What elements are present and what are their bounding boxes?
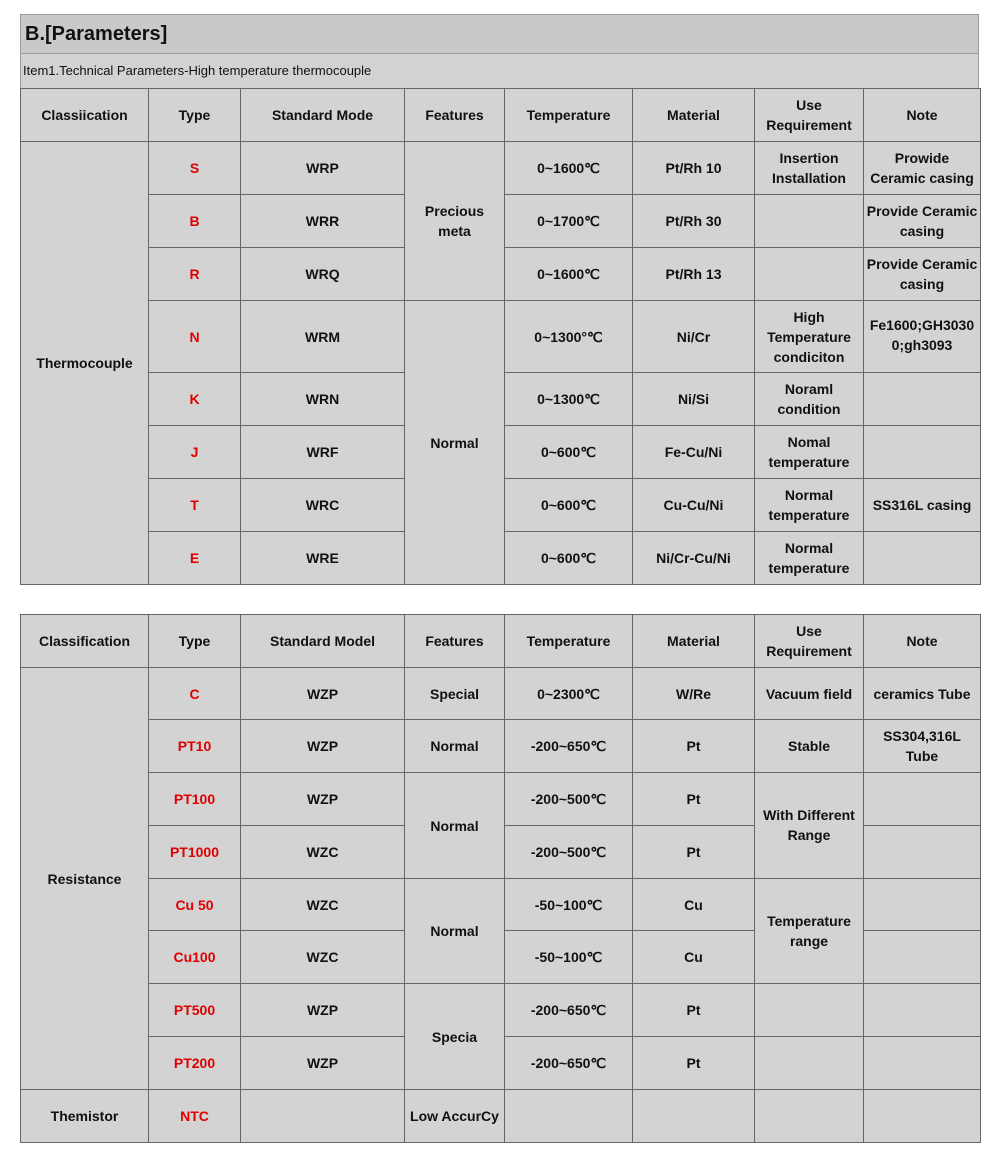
temperature-cell: 0~1600℃ — [505, 142, 633, 195]
features-cell: Normal — [405, 301, 505, 585]
mode-cell: WZP — [241, 1037, 405, 1090]
type-cell: NTC — [149, 1090, 241, 1143]
temperature-cell: 0~1700℃ — [505, 195, 633, 248]
item-title: Item1.Technical Parameters-High temperature thermocouple — [20, 54, 979, 89]
note-cell — [864, 879, 981, 931]
table-row — [21, 879, 981, 931]
use-cell: Temperature range — [755, 879, 864, 984]
mode-cell: WRR — [241, 195, 405, 248]
material-cell: Ni/Si — [633, 373, 755, 426]
use-cell: Normal temperature — [755, 479, 864, 532]
temperature-cell: 0~1600℃ — [505, 248, 633, 301]
material-cell: Ni/Cr-Cu/Ni — [633, 532, 755, 585]
temperature-cell — [505, 1090, 633, 1143]
type-cell: Cu 50 — [149, 879, 241, 931]
use-cell — [755, 1037, 864, 1090]
features-cell: Special — [405, 668, 505, 720]
header-cell: Note — [864, 89, 981, 142]
header-cell: Classification — [21, 615, 149, 668]
mode-cell: WZP — [241, 668, 405, 720]
table-row — [21, 984, 981, 1037]
mode-cell: WRC — [241, 479, 405, 532]
type-cell: PT500 — [149, 984, 241, 1037]
material-cell: Pt — [633, 826, 755, 879]
mode-cell: WZP — [241, 984, 405, 1037]
type-cell: PT200 — [149, 1037, 241, 1090]
note-cell — [864, 532, 981, 585]
header-cell: Standard Mode — [241, 89, 405, 142]
mode-cell: WRQ — [241, 248, 405, 301]
use-cell: Insertion Installation — [755, 142, 864, 195]
mode-cell: WZP — [241, 773, 405, 826]
table-row — [21, 773, 981, 826]
type-cell: B — [149, 195, 241, 248]
temperature-cell: -50~100℃ — [505, 931, 633, 984]
features-cell: Normal — [405, 720, 505, 773]
material-cell: Ni/Cr — [633, 301, 755, 373]
features-cell: Normal — [405, 879, 505, 984]
note-cell — [864, 826, 981, 879]
header-cell: Temperature — [505, 615, 633, 668]
header-cell: Material — [633, 89, 755, 142]
material-cell: Cu — [633, 879, 755, 931]
features-cell: Normal — [405, 773, 505, 879]
section-title: B.[Parameters] — [20, 14, 979, 54]
table-header-row — [21, 615, 981, 668]
classification-cell: Thermocouple — [21, 142, 149, 585]
note-cell: Fe1600;GH3030 0;gh3093 — [864, 301, 981, 373]
material-cell: Pt/Rh 10 — [633, 142, 755, 195]
type-cell: PT100 — [149, 773, 241, 826]
mode-cell: WRM — [241, 301, 405, 373]
temperature-cell: 0~2300℃ — [505, 668, 633, 720]
mode-cell: WZP — [241, 720, 405, 773]
header-cell: Temperature — [505, 89, 633, 142]
material-cell: Fe-Cu/Ni — [633, 426, 755, 479]
note-cell — [864, 984, 981, 1037]
material-cell: Cu — [633, 931, 755, 984]
temperature-cell: 0~1300°℃ — [505, 301, 633, 373]
table-row — [21, 142, 981, 195]
mode-cell: WRN — [241, 373, 405, 426]
note-cell — [864, 773, 981, 826]
thermocouple-table — [20, 88, 981, 585]
header-cell: Standard Model — [241, 615, 405, 668]
features-cell: Low AccurCy — [405, 1090, 505, 1143]
header-cell: Features — [405, 89, 505, 142]
note-cell — [864, 931, 981, 984]
material-cell: Pt — [633, 1037, 755, 1090]
type-cell: PT1000 — [149, 826, 241, 879]
use-cell: Nomal temperature — [755, 426, 864, 479]
use-cell — [755, 984, 864, 1037]
material-cell: W/Re — [633, 668, 755, 720]
use-cell: Vacuum field — [755, 668, 864, 720]
type-cell: J — [149, 426, 241, 479]
use-cell: Noraml condition — [755, 373, 864, 426]
classification-cell: Resistance — [21, 668, 149, 1090]
table-row — [21, 301, 981, 373]
mode-cell: WRE — [241, 532, 405, 585]
material-cell: Cu-Cu/Ni — [633, 479, 755, 532]
header-cell: Use Requirement — [755, 615, 864, 668]
header-cell: Material — [633, 615, 755, 668]
material-cell — [633, 1090, 755, 1143]
type-cell: K — [149, 373, 241, 426]
type-cell: R — [149, 248, 241, 301]
table-row — [21, 720, 981, 773]
note-cell — [864, 1090, 981, 1143]
header-cell: Use Requirement — [755, 89, 864, 142]
material-cell: Pt/Rh 13 — [633, 248, 755, 301]
features-cell: Precious meta — [405, 142, 505, 301]
type-cell: N — [149, 301, 241, 373]
mode-cell: WRF — [241, 426, 405, 479]
use-cell: Normal temperature — [755, 532, 864, 585]
use-cell: Stable — [755, 720, 864, 773]
resistance-table — [20, 614, 981, 1143]
type-cell: S — [149, 142, 241, 195]
note-cell: Provide Ceramic casing — [864, 195, 981, 248]
mode-cell: WZC — [241, 879, 405, 931]
material-cell: Pt — [633, 984, 755, 1037]
use-cell — [755, 1090, 864, 1143]
classification-cell: Themistor — [21, 1090, 149, 1143]
material-cell: Pt/Rh 30 — [633, 195, 755, 248]
note-cell: Prowide Ceramic casing — [864, 142, 981, 195]
note-cell: Provide Ceramic casing — [864, 248, 981, 301]
note-cell: SS316L casing — [864, 479, 981, 532]
type-cell: E — [149, 532, 241, 585]
temperature-cell: -200~500℃ — [505, 826, 633, 879]
header-cell: Features — [405, 615, 505, 668]
type-cell: PT10 — [149, 720, 241, 773]
note-cell: SS304,316L Tube — [864, 720, 981, 773]
mode-cell: WZC — [241, 931, 405, 984]
note-cell: ceramics Tube — [864, 668, 981, 720]
mode-cell — [241, 1090, 405, 1143]
material-cell: Pt — [633, 773, 755, 826]
temperature-cell: -200~650℃ — [505, 720, 633, 773]
temperature-cell: 0~1300℃ — [505, 373, 633, 426]
table-row — [21, 668, 981, 720]
note-cell — [864, 1037, 981, 1090]
note-cell — [864, 426, 981, 479]
header-cell: Classiication — [21, 89, 149, 142]
header-cell: Type — [149, 89, 241, 142]
temperature-cell: -200~500℃ — [505, 773, 633, 826]
features-cell: Specia — [405, 984, 505, 1090]
use-cell — [755, 248, 864, 301]
type-cell: T — [149, 479, 241, 532]
temperature-cell: -200~650℃ — [505, 1037, 633, 1090]
note-cell — [864, 373, 981, 426]
mode-cell: WRP — [241, 142, 405, 195]
type-cell: Cu100 — [149, 931, 241, 984]
temperature-cell: 0~600℃ — [505, 479, 633, 532]
use-cell — [755, 195, 864, 248]
temperature-cell: 0~600℃ — [505, 532, 633, 585]
table-header-row — [21, 89, 981, 142]
use-cell: High Temperature condiciton — [755, 301, 864, 373]
type-cell: C — [149, 668, 241, 720]
mode-cell: WZC — [241, 826, 405, 879]
use-cell: With Different Range — [755, 773, 864, 879]
temperature-cell: 0~600℃ — [505, 426, 633, 479]
material-cell: Pt — [633, 720, 755, 773]
temperature-cell: -200~650℃ — [505, 984, 633, 1037]
temperature-cell: -50~100℃ — [505, 879, 633, 931]
header-cell: Type — [149, 615, 241, 668]
table-row — [21, 1090, 981, 1143]
header-cell: Note — [864, 615, 981, 668]
